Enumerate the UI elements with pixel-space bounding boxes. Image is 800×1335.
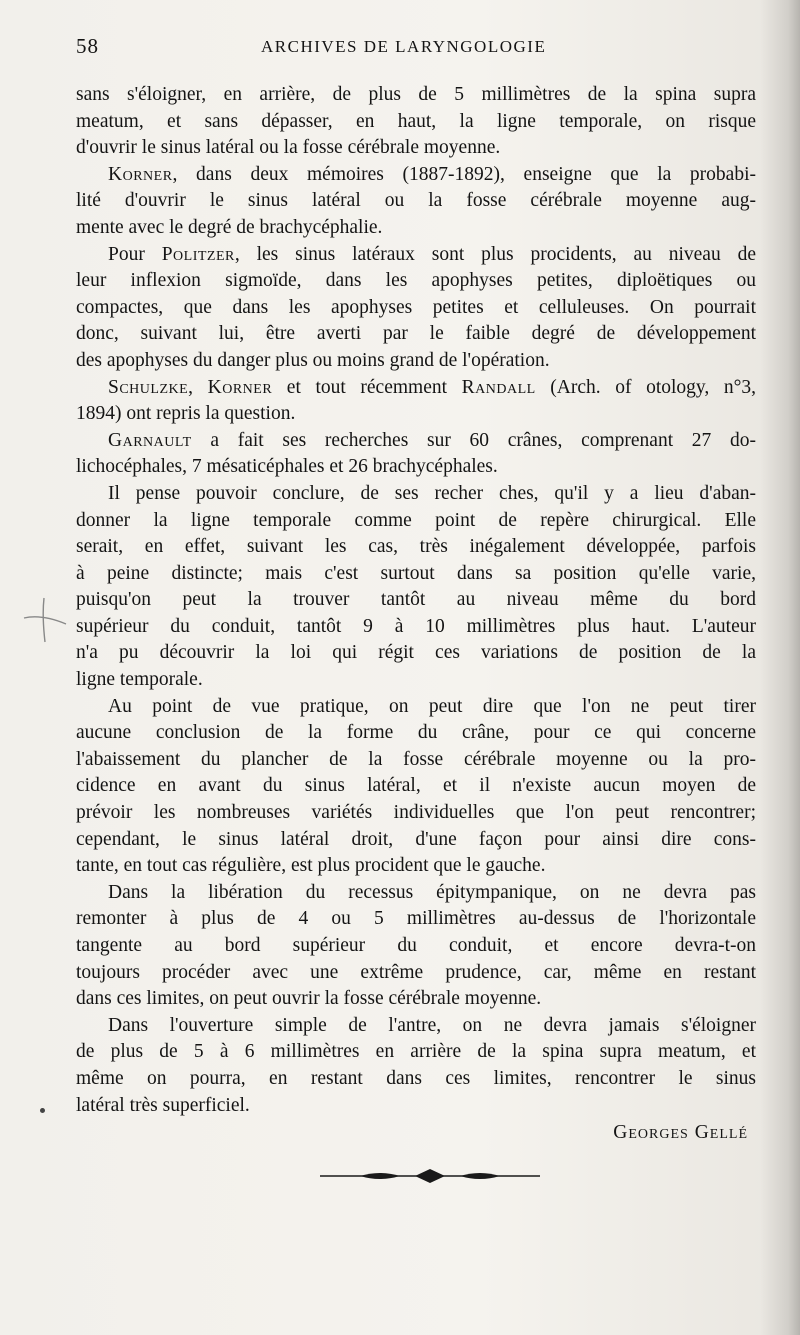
text-line <box>76 428 756 455</box>
signature: Georges Gellé <box>613 1122 748 1143</box>
text-line: supérieur du conduit, tantôt 9 à 10 millimètres plus haut. L'auteur <box>76 615 756 637</box>
text-line: leur inflexion sigmoïde, dans les apophyses petites, diploëtiques ou <box>76 270 756 292</box>
text-line: Dans la libération du recessus épitympanique, on ne devra pas <box>108 881 756 903</box>
text-line: d'ouvrir le sinus latéral ou la fosse cérébrale moyenne. <box>76 137 501 159</box>
text-line: n'a pu découvrir la loi qui régit ces variations de position de la <box>76 642 756 664</box>
text-line <box>76 242 756 269</box>
text-line: cependant, le sinus latéral droit, d'une façon pour ainsi dire cons- <box>76 828 756 850</box>
text-line: même on pourra, en restant dans ces limites, rencontrer le sinus <box>76 1067 756 1089</box>
text-run: Pour <box>108 243 162 265</box>
text-line: meatum, et sans dépasser, en haut, la ligne temporale, on risque <box>76 110 756 132</box>
text-line: de plus de 5 à 6 millimètres en arrière de la spina supra meatum, et <box>76 1041 756 1063</box>
text-line <box>76 162 756 189</box>
text-line: Dans l'ouverture simple de l'antre, on ne devra jamais s'éloigner <box>108 1014 756 1036</box>
text-line: à peine distincte; mais c'est surtout dans sa position qu'elle varie, <box>76 562 756 584</box>
text-line: compactes, que dans les apophyses petites et celluleuses. On pourrait <box>76 296 756 318</box>
text-line: Il pense pouvoir conclure, de ses recher ches, qu'il y a lieu d'aban- <box>108 482 756 504</box>
citation: (Arch. of otology, n°3, <box>550 376 756 398</box>
text-line: aucune conclusion de la forme du crâne, pour ce qui concerne <box>76 722 756 744</box>
text-line: Schulzke, Korner et tout récemment Randall (Arch. of otology, n°3, <box>108 376 756 398</box>
text-run: a fait ses recherches sur 60 crânes, comprenant 27 do- <box>191 429 756 451</box>
author-name: Garnault <box>108 429 192 451</box>
text-line: dans ces limites, on peut ouvrir la fosse cérébrale moyenne. <box>76 988 542 1010</box>
running-head: ARCHIVES DE LARYNGOLOGIE <box>261 37 547 56</box>
page-header <box>76 34 756 62</box>
text-line: serait, en effet, suivant les cas, très inégalement développée, parfois <box>76 536 756 558</box>
fleuron-ornament-icon <box>320 1166 540 1186</box>
text-line: l'abaissement du plancher de la fosse cérébrale moyenne ou la pro- <box>76 748 756 770</box>
text-line: remonter à plus de 4 ou 5 millimètres au-dessus de l'horizontale <box>76 908 756 930</box>
text-line: donc, suivant lui, être averti par le faible degré de développement <box>76 323 756 345</box>
text-line: toujours procéder avec une extrême prudence, car, même en restant <box>76 961 756 983</box>
text-line: tante, en tout cas régulière, est plus procident que le gauche. <box>76 855 546 877</box>
text-line: lichocéphales, 7 mésaticéphales et 26 brachycéphales. <box>76 456 498 478</box>
author-name: Schulzke <box>108 376 189 398</box>
author-name: Korner <box>207 376 273 398</box>
author-name: Korner <box>108 163 173 185</box>
author-name: Randall <box>461 376 536 398</box>
text-line: 1894) ont repris la question. <box>76 403 296 425</box>
text-line: sans s'éloigner, en arrière, de plus de 5 millimètres de la spina supra <box>76 84 756 105</box>
text-run: , les sinus latéraux sont plus procidents, au niveau de <box>234 243 756 265</box>
page-gutter-shadow <box>760 0 800 1335</box>
text-line: mente avec le degré de brachycéphalie. <box>76 216 383 238</box>
text-line: latéral très superficiel. <box>76 1094 250 1116</box>
text-line: tangente au bord supérieur du conduit, et encore devra-t-on <box>76 935 756 956</box>
text-line: puisqu'on peut la trouver tantôt au niveau même du bord <box>76 589 756 611</box>
text-line: des apophyses du danger plus ou moins grand de l'opération. <box>76 349 550 371</box>
text-line: prévoir les nombreuses variétés individuelles que l'on peut rencontrer; <box>76 802 756 824</box>
text-line: donner la ligne temporale comme point de repère chirurgical. Elle <box>76 509 756 531</box>
text-line: Au point de vue pratique, on peut dire que l'on ne peut tirer <box>108 695 756 717</box>
text-run: et tout récemment <box>286 376 448 398</box>
cross-mark-icon <box>22 596 70 646</box>
text-run: , dans deux mémoires (1887-1892), enseigne que la probabi- <box>172 163 756 185</box>
ink-dot <box>40 1108 45 1113</box>
page-number: 58 <box>76 34 99 58</box>
body-text <box>76 82 756 1119</box>
text-line: ligne temporale. <box>76 669 203 691</box>
author-name: Politzer <box>161 243 235 265</box>
text-line: lité d'ouvrir le sinus latéral ou la fosse cérébrale moyenne aug- <box>76 190 756 212</box>
text-line: cidence en avant du sinus latéral, et il n'existe aucun moyen de <box>76 775 756 797</box>
